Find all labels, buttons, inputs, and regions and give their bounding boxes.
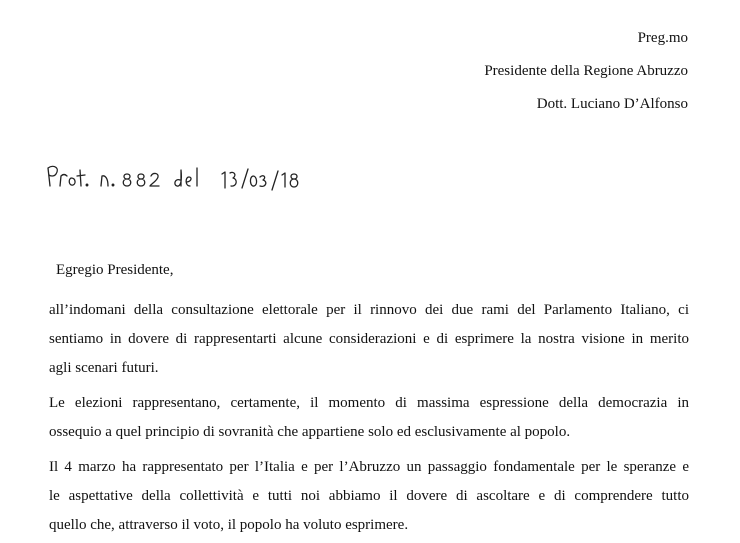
paragraph-line: Il 4 marzo ha rappresentato per l’Italia e per l’Abruzzo un passaggio fondamentale per le speranze e [49,459,689,475]
paragraph-line: all’indomani della consultazione elettorale per il rinnovo dei due rami del Parlamento Italiano, ci [49,302,689,318]
paragraph-line: ossequio a quel principio di sovranità che appartiene solo ed esclusivamente al popolo. [49,424,571,440]
paragraph-line: Le elezioni rappresentano, certamente, il momento di massima espressione della democrazia in [49,395,689,411]
paragraph [49,453,689,540]
paragraph-line: agli scenari futuri. [49,360,159,376]
recipient-name: Dott. Luciano D’Alfonso [536,96,688,112]
recipient-title: Presidente della Regione Abruzzo [484,63,688,79]
greeting: Egregio Presidente, [56,262,174,278]
paragraph [49,389,689,447]
paragraph [49,296,689,383]
paragraph-line: quello che, attraverso il voto, il popolo ha voluto esprimere. [49,517,409,533]
paragraph-line: le aspettative della collettività e tutti noi abbiamo il dovere di ascoltare e di comprendere tutto [49,488,689,504]
handwritten-protocol-note [44,160,304,202]
paragraph-line: sentiamo in dovere di rappresentarti alcune considerazioni e di esprimere la nostra visione in merito [49,331,689,347]
salutation-line: Preg.mo [637,30,688,46]
handwriting-signature [44,160,304,202]
